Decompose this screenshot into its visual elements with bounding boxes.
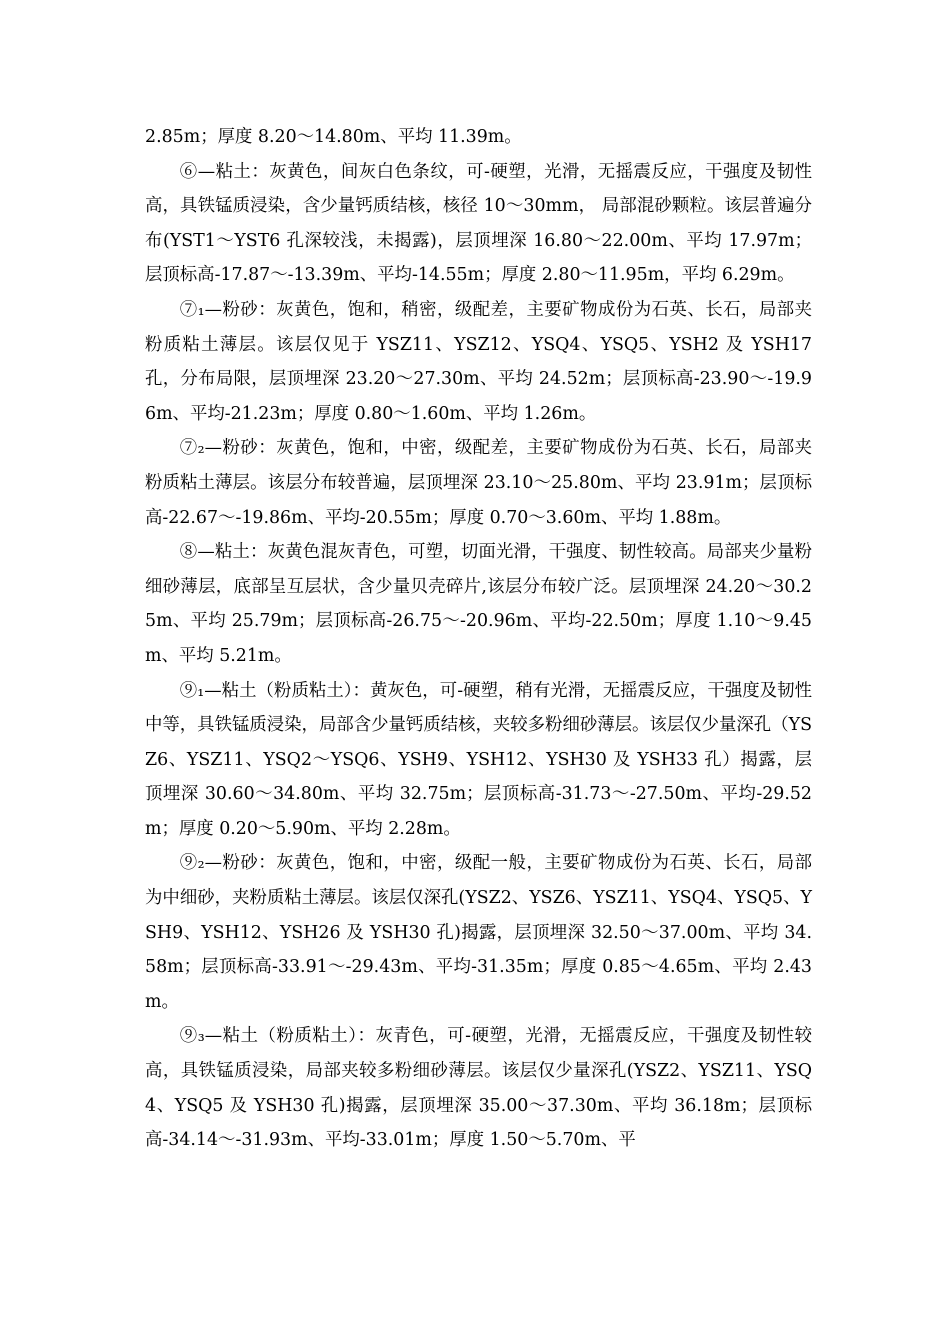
paragraph-layer-9-3-clay: ⑨₃—粘土（粉质粘土）：灰青色，可-硬塑，光滑，无摇震反应，干强度及韧性较高，具铁锰质浸染，局部夹较多粉细砂薄层。该层仅少量深孔(YSZ2、YSZ11、YSQ4、YSQ5 及 YSH30 孔)揭露，层顶埋深 35.00～37.30m、平均 36.18m；层顶标高-34.14～-31.93m、平均-33.01m；厚度 1.50～5.70m、平: [145, 1026, 812, 1151]
paragraph-layer-9-2-silty-sand: ⑨₂—粉砂：灰黄色，饱和，中密，级配一般，主要矿物成份为石英、长石，局部为中细砂，夹粉质粘土薄层。该层仅深孔(YSZ2、YSZ6、YSZ11、YSQ4、YSQ5、YSH9、YSH12、YSH26 及 YSH30 孔)揭露，层顶埋深 32.50～37.00m、平均 34.58m；层顶标高-33.91～-29.43m、平均-31.35m；厚度 0.85～4.65m、平均 2.43m。: [145, 853, 812, 1012]
paragraph-layer-9-1-clay: ⑨₁—粘土（粉质粘土）：黄灰色，可-硬塑，稍有光滑，无摇震反应，干强度及韧性中等，具铁锰质浸染，局部含少量钙质结核，夹较多粉细砂薄层。该层仅少量深孔（YSZ6、YSZ11、YSQ2～YSQ6、YSH9、YSH12、YSH30 及 YSH33 孔）揭露，层顶埋深 30.60～34.80m、平均 32.75m；层顶标高-31.73～-27.50m、平均-29.52m；厚度 0.20～5.90m、平均 2.28m。: [145, 680, 812, 839]
paragraph-layer-7-1-silty-sand: ⑦₁—粉砂：灰黄色，饱和，稍密，级配差，主要矿物成份为石英、长石，局部夹粉质粘土薄层。该层仅见于 YSZ11、YSZ12、YSQ4、YSQ5、YSH2 及 YSH17 孔，分布局限，层顶埋深 23.20～27.30m、平均 24.52m；层顶标高-23.90～-19.96m、平均-21.23m；厚度 0.80～1.60m、平均 1.26m。: [145, 299, 812, 424]
paragraph-layer-7-2-silty-sand: ⑦₂—粉砂：灰黄色，饱和，中密，级配差，主要矿物成份为石英、长石，局部夹粉质粘土薄层。该层分布较普遍，层顶埋深 23.10～25.80m、平均 23.91m；层顶标高-22.67～-19.86m、平均-20.55m；厚度 0.70～3.60m、平均 1.88m。: [145, 438, 812, 528]
paragraph-layer-8-clay: ⑧—粘土：灰黄色混灰青色，可塑，切面光滑，干强度、韧性较高。局部夹少量粉细砂薄层，底部呈互层状，含少量贝壳碎片,该层分布较广泛。层顶埋深 24.20～30.25m、平均 25.79m；层顶标高-26.75～-20.96m、平均-22.50m；厚度 1.10～9.45m、平均 5.21m。: [145, 542, 812, 666]
continued-text-line: 2.85m；厚度 8.20～14.80m、平均 11.39m。: [145, 127, 522, 147]
paragraph-layer-6-clay: ⑥—粘土：灰黄色，间灰白色条纹，可-硬塑，光滑，无摇震反应，干强度及韧性高，具铁锰质浸染，含少量钙质结核，核径 10～30mm， 局部混砂颗粒。该层普遍分布(YST1～YST6 孔深较浅，未揭露)，层顶埋深 16.80～22.00m、平均 17.97m；层顶标高-17.87～-13.39m、平均-14.55m；厚度 2.80～11.95m，平均 6.29m。: [145, 161, 812, 286]
